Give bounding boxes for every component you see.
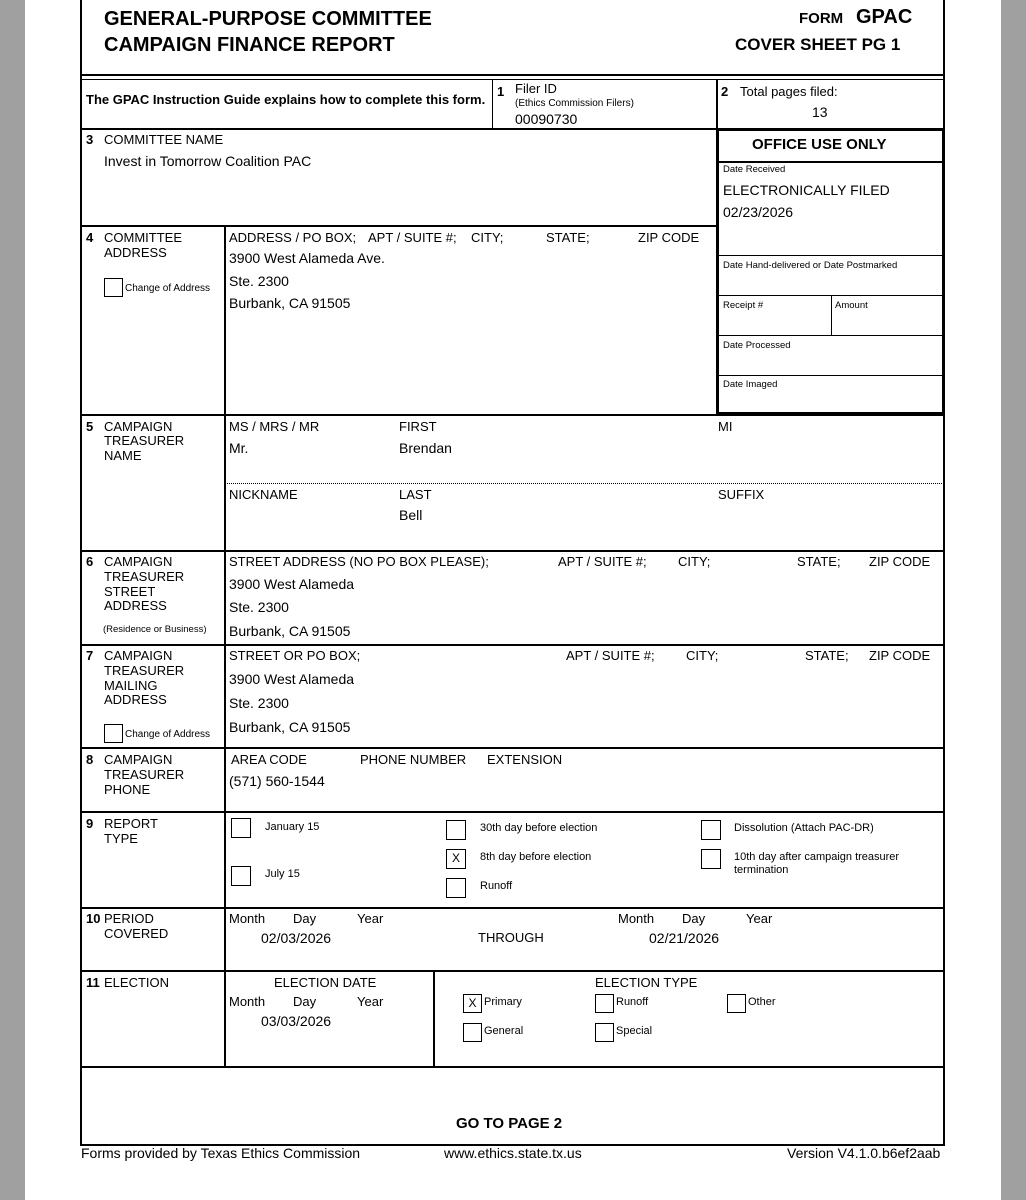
period-number: 10 xyxy=(86,911,101,926)
treasurer-mailing-label-2: TREASURER xyxy=(104,663,185,678)
street-header-city: CITY; xyxy=(678,554,711,569)
treasurer-name-label-1: CAMPAIGN xyxy=(104,419,173,434)
special-label: Special xyxy=(616,1025,653,1037)
treasurer-phone-label-2: TREASURER xyxy=(104,767,185,782)
primary-checkbox[interactable]: X xyxy=(463,994,482,1013)
cover-sheet-label: COVER SHEET PG 1 xyxy=(735,35,901,54)
period-to-value: 02/21/2026 xyxy=(649,930,720,946)
last-name-value: Bell xyxy=(399,507,423,523)
date-imaged-label: Date Imaged xyxy=(723,379,778,390)
treasurer-street-label-1: CAMPAIGN xyxy=(104,554,173,569)
treasurer-mailing-number: 7 xyxy=(86,648,94,663)
report-type-number: 9 xyxy=(86,816,94,831)
primary-label: Primary xyxy=(484,996,522,1008)
committee-address-line2: Ste. 2300 xyxy=(229,273,289,289)
day10-label-2: termination xyxy=(734,864,789,876)
first-name-value: Brendan xyxy=(399,440,452,456)
frame-left xyxy=(80,0,82,1146)
address-header-state: STATE; xyxy=(546,230,590,245)
treasurer-phone-number: 8 xyxy=(86,752,94,767)
treasurer-street-number: 6 xyxy=(86,554,94,569)
total-pages-label: Total pages filed: xyxy=(740,84,838,99)
treasurer-mailing-line1: 3900 West Alameda xyxy=(229,671,355,687)
election-date-header: ELECTION DATE xyxy=(274,975,377,990)
treasurer-street-line2: Ste. 2300 xyxy=(229,599,289,615)
treasurer-name-label-3: NAME xyxy=(104,448,142,463)
period-from-month-label: Month xyxy=(229,911,266,926)
jul15-checkbox[interactable] xyxy=(231,866,251,886)
dissolution-checkbox[interactable] xyxy=(701,820,721,840)
treasurer-mailing-line3: Burbank, CA 91505 xyxy=(229,719,351,735)
election-runoff-label: Runoff xyxy=(616,996,649,1008)
general-checkbox[interactable] xyxy=(463,1023,482,1042)
mailing-header-zip: ZIP CODE xyxy=(869,648,931,663)
footer-website[interactable]: www.ethics.state.tx.us xyxy=(444,1145,582,1161)
footer-version: Version V4.1.0.b6ef2aab xyxy=(787,1145,941,1161)
mailing-header-apt: APT / SUITE #; xyxy=(566,648,655,663)
address-header-address: ADDRESS / PO BOX; xyxy=(229,230,357,245)
election-type-header: ELECTION TYPE xyxy=(595,975,698,990)
special-checkbox[interactable] xyxy=(595,1023,614,1042)
general-label: General xyxy=(484,1025,524,1037)
mailing-header-city: CITY; xyxy=(686,648,719,663)
treasurer-name-label-2: TREASURER xyxy=(104,433,185,448)
treasurer-mailing-line2: Ste. 2300 xyxy=(229,695,289,711)
report-type-label-2: TYPE xyxy=(104,831,138,846)
total-pages-number: 2 xyxy=(721,84,729,99)
filer-id-label: Filer ID xyxy=(515,81,557,96)
nickname-label: NICKNAME xyxy=(229,487,298,502)
hand-delivered-label: Date Hand-delivered or Date Postmarked xyxy=(723,260,898,271)
period-from-day-label: Day xyxy=(293,911,317,926)
form-title-line1: GENERAL-PURPOSE COMMITTEE xyxy=(104,8,432,30)
treasurer-mailing-label-1: CAMPAIGN xyxy=(104,648,173,663)
committee-address-label-1: COMMITTEE xyxy=(104,230,182,245)
street-header-address: STREET ADDRESS (NO PO BOX PLEASE); xyxy=(229,554,489,569)
treasurer-street-line3: Burbank, CA 91505 xyxy=(229,623,351,639)
address-header-apt: APT / SUITE #; xyxy=(368,230,457,245)
address-header-zip: ZIP CODE xyxy=(638,230,700,245)
residence-note: (Residence or Business) xyxy=(103,624,207,635)
treasurer-phone-label-1: CAMPAIGN xyxy=(104,752,173,767)
form-label: FORM xyxy=(799,10,844,27)
extension-label: EXTENSION xyxy=(487,752,563,767)
jul15-label: July 15 xyxy=(265,868,300,880)
committee-address-line1: 3900 West Alameda Ave. xyxy=(229,250,385,266)
dissolution-label: Dissolution (Attach PAC-DR) xyxy=(734,822,874,834)
election-month-label: Month xyxy=(229,994,266,1009)
date-received-value: 02/23/2026 xyxy=(723,204,794,220)
jan15-label: January 15 xyxy=(265,821,320,833)
period-from-year-label: Year xyxy=(357,911,384,926)
treasurer-phone-value: (571) 560-1544 xyxy=(229,773,325,789)
day30-label: 30th day before election xyxy=(480,822,598,834)
day30-checkbox[interactable] xyxy=(446,820,466,840)
treasurer-street-line1: 3900 West Alameda xyxy=(229,576,355,592)
day10-checkbox[interactable] xyxy=(701,849,721,869)
election-year-label: Year xyxy=(357,994,384,1009)
date-received-label: Date Received xyxy=(723,164,786,175)
receipt-label: Receipt # xyxy=(723,300,764,311)
day8-label: 8th day before election xyxy=(480,851,592,863)
mailing-change-address-checkbox[interactable] xyxy=(104,724,123,743)
period-label-2: COVERED xyxy=(104,926,169,941)
runoff-label: Runoff xyxy=(480,880,513,892)
day8-checkbox[interactable]: X xyxy=(446,849,466,869)
address-header-city: CITY; xyxy=(471,230,504,245)
treasurer-phone-label-3: PHONE xyxy=(104,782,151,797)
election-number: 11 xyxy=(86,975,100,990)
treasurer-mailing-label-3: MAILING xyxy=(104,678,158,693)
mailing-header-state: STATE; xyxy=(805,648,849,663)
committee-change-address-label: Change of Address xyxy=(125,283,211,294)
date-processed-label: Date Processed xyxy=(723,340,791,351)
treasurer-mailing-label-4: ADDRESS xyxy=(104,692,167,707)
form-title-line2: CAMPAIGN FINANCE REPORT xyxy=(104,34,395,56)
prefix-value: Mr. xyxy=(229,440,249,456)
through-label: THROUGH xyxy=(478,930,544,945)
period-to-year-label: Year xyxy=(746,911,773,926)
committee-change-address-checkbox[interactable] xyxy=(104,278,123,297)
committee-address-label-2: ADDRESS xyxy=(104,245,167,260)
period-to-day-label: Day xyxy=(682,911,706,926)
committee-name-number: 3 xyxy=(86,132,94,147)
total-pages-value: 13 xyxy=(812,104,828,120)
period-to-month-label: Month xyxy=(618,911,655,926)
committee-name-label: COMMITTEE NAME xyxy=(104,132,224,147)
amount-label: Amount xyxy=(835,300,868,311)
office-use-title: OFFICE USE ONLY xyxy=(752,136,887,153)
period-from-value: 02/03/2026 xyxy=(261,930,332,946)
other-label: Other xyxy=(748,996,776,1008)
committee-address-line3: Burbank, CA 91505 xyxy=(229,295,351,311)
footer-left: Forms provided by Texas Ethics Commission xyxy=(81,1145,361,1161)
header-rule xyxy=(80,74,945,76)
middle-initial-label: MI xyxy=(718,419,733,434)
report-type-label-1: REPORT xyxy=(104,816,158,831)
phone-number-label: PHONE NUMBER xyxy=(360,752,467,767)
suffix-label: SUFFIX xyxy=(718,487,765,502)
date-received-status: ELECTRONICALLY FILED xyxy=(723,182,890,198)
committee-address-number: 4 xyxy=(86,230,94,245)
area-code-label: AREA CODE xyxy=(231,752,307,767)
form-page xyxy=(25,0,1001,1200)
treasurer-street-label-3: STREET xyxy=(104,584,156,599)
street-header-zip: ZIP CODE xyxy=(869,554,931,569)
last-name-label: LAST xyxy=(399,487,432,502)
election-runoff-checkbox[interactable] xyxy=(595,994,614,1013)
name-divider xyxy=(225,483,944,484)
committee-name-value: Invest in Tomorrow Coalition PAC xyxy=(104,153,312,169)
instructions-text: The GPAC Instruction Guide explains how to complete this form. xyxy=(86,92,486,107)
go-to-page-2: GO TO PAGE 2 xyxy=(456,1115,563,1132)
election-date-value: 03/03/2026 xyxy=(261,1013,332,1029)
street-header-apt: APT / SUITE #; xyxy=(558,554,647,569)
election-label: ELECTION xyxy=(104,975,170,990)
filer-id-number: 1 xyxy=(497,84,505,99)
treasurer-street-label-2: TREASURER xyxy=(104,569,185,584)
runoff-checkbox[interactable] xyxy=(446,878,466,898)
election-day-label: Day xyxy=(293,994,317,1009)
period-label-1: PERIOD xyxy=(104,911,154,926)
filer-id-sublabel: (Ethics Commission Filers) xyxy=(515,98,634,109)
jan15-checkbox[interactable] xyxy=(231,818,251,838)
filer-id-value: 00090730 xyxy=(515,111,578,127)
other-checkbox[interactable] xyxy=(727,994,746,1013)
treasurer-name-number: 5 xyxy=(86,419,94,434)
mailing-change-address-label: Change of Address xyxy=(125,729,211,740)
prefix-label: MS / MRS / MR xyxy=(229,419,320,434)
first-name-label: FIRST xyxy=(399,419,437,434)
form-code: GPAC xyxy=(856,6,913,28)
street-header-state: STATE; xyxy=(797,554,841,569)
day10-label-1: 10th day after campaign treasurer xyxy=(734,851,900,863)
treasurer-street-label-4: ADDRESS xyxy=(104,598,167,613)
mailing-header-address: STREET OR PO BOX; xyxy=(229,648,361,663)
